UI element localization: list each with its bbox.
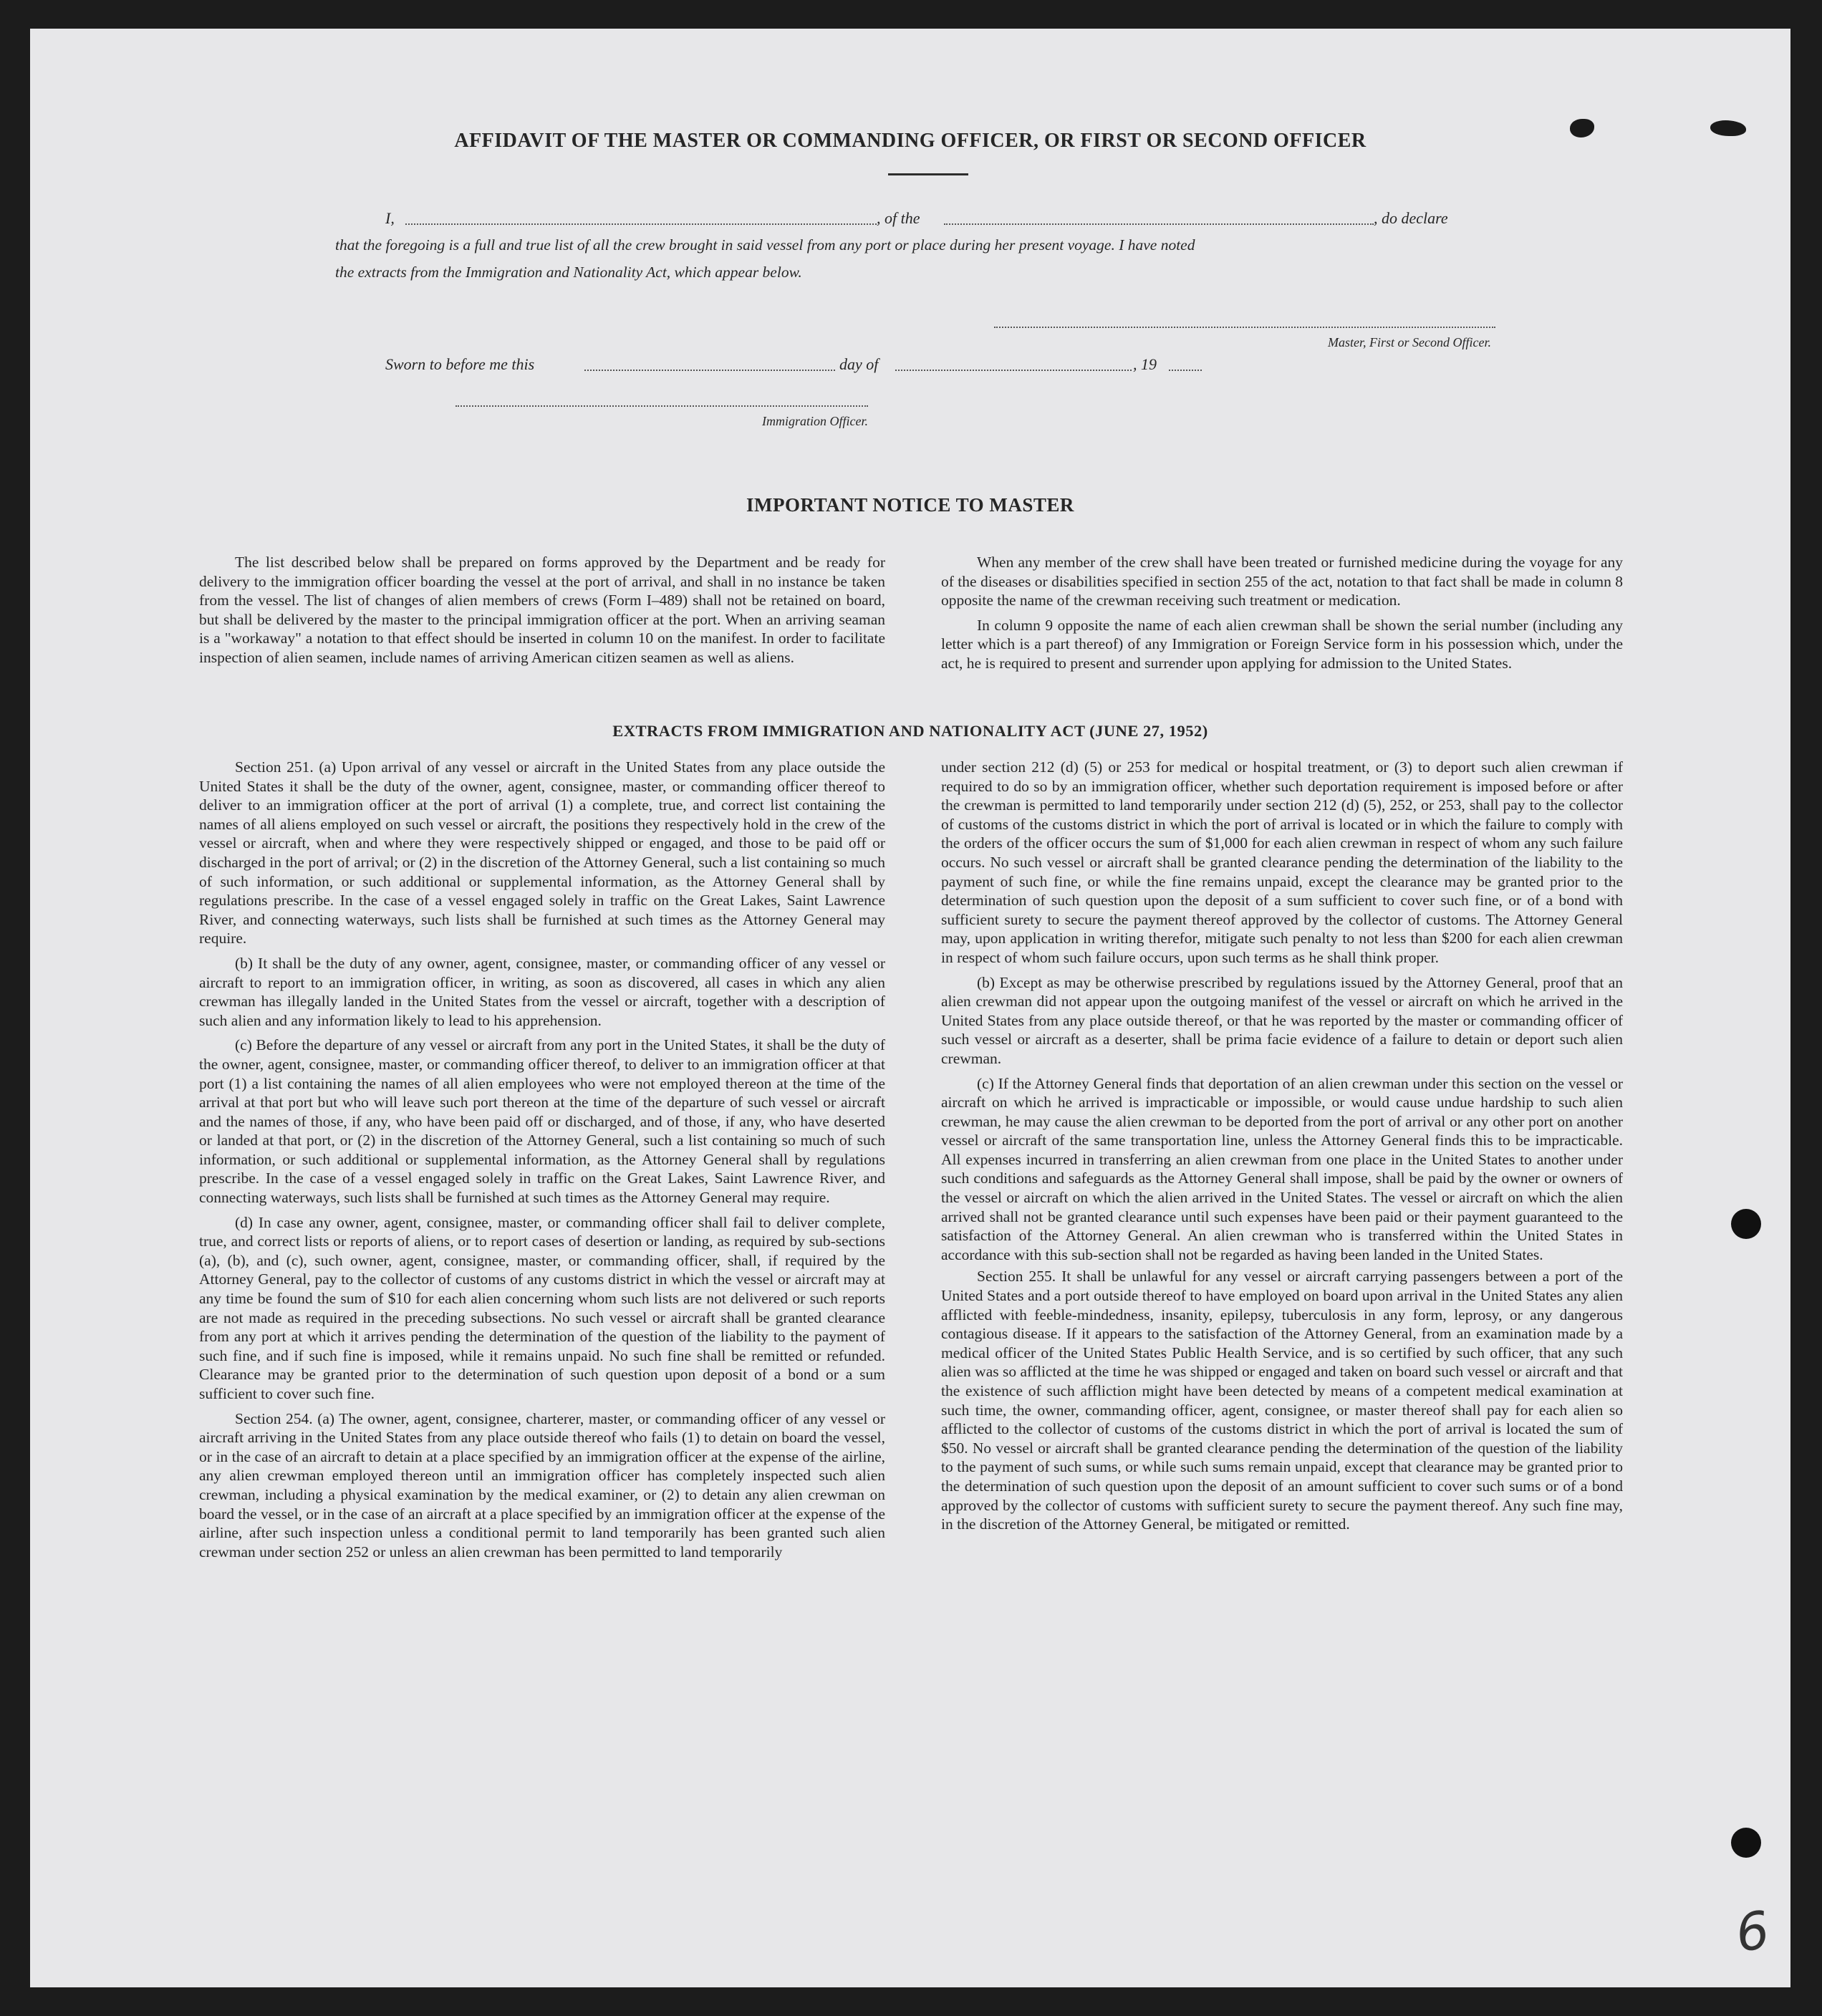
declaration-text: that the foregoing is a full and true list of all the crew brought in said vessel from any port or place during her present voyage. I have noted xyxy=(335,236,1195,254)
master-signature-caption: Master, First or Second Officer. xyxy=(1328,335,1491,349)
extracts-left-column xyxy=(199,758,885,1561)
section-254a: Section 254. (a) The owner, agent, consignee, charterer, master, or commanding officer of any vessel or aircraft arriving in the United States from any place outside thereof who fails (1) to detain on board the vessel, or in the case of an aircraft to detain at a place specified by an immigration officer at the expense of the airline, any alien crewman employed thereon until an immigration officer has completely inspected such alien crewman, including a physical examination by the medical examiner, or (2) to detain any alien crewman on board the vessel, or in the case of an aircraft at a place specified by an immigration officer at the expense of the airline, after such inspection unless a conditional permit to land temporarily has been granted such alien crewman under section 252 or unless an alien crewman has been permitted to land temporarily xyxy=(199,1409,885,1561)
of-the-label: , of the xyxy=(877,209,920,227)
sworn-day-field[interactable] xyxy=(584,370,835,371)
ink-blot xyxy=(1710,120,1746,136)
notice-paragraph: The list described below shall be prepared on forms approved by the Department and be ready for delivery to the immigration officer boarding the vessel at the port of arrival, and shall in no instance be taken from the vessel. The list of changes of alien members of crews (Form I–489) shall not be retained on board, but shall be delivered by the master to the principal immigration officer at the port. When an arriving seaman is a "workaway" a notation to that effect should be inserted in column 10 on the manifest. In order to facilitate inspection of alien seamen, include names of arriving American citizen seamen as well as aliens. xyxy=(199,554,885,666)
section-251d: (d) In case any owner, agent, consignee, master, or commanding officer shall fail to deliver complete, true, and correct lists or reports of aliens, or to report cases of desertion or landing, as required by sub-sections (a), (b), and (c), such owner, agent, consignee, master, or commanding officer, shall, if required by the Attorney General, pay to the collector of customs of any customs district in which the vessel or aircraft may at any time be found the sum of $10 for each alien concerning whom such lists are not delivered or such reports are not made as required in the preceding subsections. No such vessel or aircraft shall be granted clearance from any port at which it arrives pending the determination of the question of the liability to the payment of such fine, and if such fine is imposed, while it remains unpaid. No such fine shall be remitted or refunded. Clearance may be granted prior to the determination of such question upon deposit of a bond or a sum sufficient to cover such fine. xyxy=(199,1213,885,1402)
document-page xyxy=(30,29,1790,1987)
officer-signature-caption: Immigration Officer. xyxy=(762,414,868,428)
notice-paragraph: In column 9 opposite the name of each alien crewman shall be shown the serial number (including any letter which is a part thereof) of any Immigration or Foreign Service form in his possession which, under the act, he is required to present and surrender upon applying for admission to the United States. xyxy=(941,616,1623,672)
punch-hole xyxy=(1731,1828,1761,1858)
punch-hole xyxy=(1731,1209,1761,1239)
handwritten-page-number: 6 xyxy=(1732,1899,1773,1964)
notice-left-column xyxy=(199,553,885,667)
section-251a: Section 251. (a) Upon arrival of any vessel or aircraft in the United States from any place outside the United States it shall be the duty of the owner, agent, consignee, master, or commanding officer thereof to deliver to an immigration officer at the port of arrival (1) a complete, true, and correct list containing the names of all aliens employed on such vessel or aircraft, the positions they respectively hold in the crew of the vessel or aircraft, when and where they were respectively shipped or engaged, and those to be paid off or discharged in the port of arrival; or (2) in the discretion of the Attorney General, such a list containing so much of such information, or such additional or supplemental information, as the Attorney General shall by regulations prescribe. In the case of a vessel engaged solely in traffic on the Great Lakes, Saint Lawrence River, and connecting waterways, such lists shall be furnished at such times as the Attorney General may require. xyxy=(199,758,885,947)
notice-title: IMPORTANT NOTICE TO MASTER xyxy=(746,494,1074,516)
title-rule xyxy=(888,173,968,175)
extracts-right-column xyxy=(941,758,1623,1534)
declaration-text-2: the extracts from the Immigration and Nationality Act, which appear below. xyxy=(335,264,802,281)
section-254a-cont: under section 212 (d) (5) or 253 for medical or hospital treatment, or (3) to deport such alien crewman if required to do so by an immigration officer, whether such deportation requirement is imposed before or after the crewman is permitted to land temporarily under section 212 (d) (5), 252, or 253, shall pay to the collector of customs of the customs district in which the port of arrival is located or in which the failure to comply with the orders of the officer occurs the sum of $1,000 for each alien crewman in respect of whom any such failure occurs. No such vessel or aircraft shall be granted clearance pending the determination of the liability to the payment of such fine, or while the fine remains unpaid, except the clearance may be granted prior to the determination of such question upon the deposit of a sum sufficient to cover such fine, or of a bond with sufficient surety to secure the payment thereof approved by the collector of customs. The Attorney General may, upon application in writing therefor, mitigate such penalty to not less than $200 for each alien crewman in respect of whom such failure occurs, upon such terms as he shall think proper. xyxy=(941,758,1623,966)
officer-signature-line[interactable] xyxy=(456,405,868,407)
declarant-name-field[interactable] xyxy=(405,223,877,225)
notice-right-column xyxy=(941,553,1623,673)
section-254c: (c) If the Attorney General finds that deportation of an alien crewman under this section on the vessel or aircraft on which he arrived is impracticable or impossible, or would cause undue hardship to such alien crewman, he may cause the alien crewman to be deported from the port of arrival or any other port on another vessel or aircraft of the same transportation line, unless the Attorney General finds this to be impracticable. All expenses incurred in transferring an alien crewman from one place in the United States to another under such conditions and safeguards as the Attorney General shall impose, shall be paid by the owner or owners of the vessel or aircraft on which the alien arrived in the United States. The vessel or aircraft on which the alien arrived shall not be granted clearance until such expenses have been paid or their payment guaranteed to the satisfaction of the Attorney General. An alien crewman who is transferred within the United States in accordance with this sub-section shall not be regarded as having been landed in the United States. xyxy=(941,1074,1623,1263)
do-declare-label: , do declare xyxy=(1374,209,1448,227)
vessel-name-field[interactable] xyxy=(944,223,1374,225)
notice-paragraph: When any member of the crew shall have been treated or furnished medicine during the voyage for any of the diseases or disabilities specified in section 255 of the act, notation to that fact shall be made in column 8 opposite the name of the crewman receiving such treatment or medication. xyxy=(941,554,1623,609)
sworn-year-field[interactable] xyxy=(1169,370,1202,371)
year-prefix-label: , 19 xyxy=(1133,355,1157,373)
section-251c: (c) Before the departure of any vessel or aircraft from any port in the United States, it shall be the duty of the owner, agent, consignee, master, or commanding officer thereof, to deliver to an immigration officer at that port (1) a list containing the names of all alien employees who were not employed thereon at the time of the arrival at that port but who will leave such port thereon at the time of the departure of such vessel or aircraft and the names of those, if any, who have been paid off or discharged, and of those, if any, who have deserted or landed at that port, or (2) in the discretion of the Attorney General, such a list containing so much of such information, or such additional or supplemental information, as the Attorney General shall by regulations prescribe. In the case of a vessel engaged solely in traffic on the Great Lakes, Saint Lawrence River, and connecting waterways, such lists shall be furnished at such times as the Attorney General may require. xyxy=(199,1036,885,1207)
day-of-label: day of xyxy=(839,355,879,373)
sworn-label: Sworn to before me this xyxy=(385,355,535,373)
section-254b: (b) Except as may be otherwise prescribed by regulations issued by the Attorney General, proof that an alien crewman did not appear upon the outgoing manifest of the vessel or aircraft on which he arrived in the United States from any place outside thereof, or that he was reported by the master or commanding officer of such vessel or aircraft as a deserter, shall be prima facie evidence of a failure to detain or deport such alien crewman. xyxy=(941,973,1623,1067)
section-251b: (b) It shall be the duty of any owner, agent, consignee, master, or commanding officer of any vessel or aircraft to report to an immigration officer, in writing, as soon as discovered, all cases in which any alien crewman has illegally landed in the United States from the vessel or aircraft, together with a description of such alien and any information likely to lead to his apprehension. xyxy=(199,954,885,1029)
sworn-month-field[interactable] xyxy=(895,370,1132,371)
section-255: Section 255. It shall be unlawful for any vessel or aircraft carrying passengers between a port of the United States and a port outside thereof to have employed on board upon arrival in the United States any alien afflicted with feeble-mindedness, insanity, epilepsy, tuberculosis in any form, leprosy, or any dangerous contagious disease. If it appears to the satisfaction of the Attorney General, from an examination made by a medical officer of the United States Public Health Service, and is so certified by such officer, that any such alien was so afflicted at the time he was shipped or engaged and taken on board such vessel or aircraft and that the existence of such affliction might have been detected by means of a competent medical examination at such time, the owner, commanding officer, agent, consignee, or master thereof shall pay for each alien so afflicted to the collector of customs of the customs district in which the port of arrival is located the sum of $50. No vessel or aircraft shall be granted clearance pending the determination of the question of the liability to the payment of such sums, or while such sums remain unpaid, except that clearance may be granted prior to the determination of such question upon the deposit of an amount sufficient to cover such sums or of a bond approved by the collector of customs with sufficient surety to secure the payment thereof. Any such fine may, in the discretion of the Attorney General, be mitigated or remitted. xyxy=(941,1268,1623,1533)
extracts-title: EXTRACTS FROM IMMIGRATION AND NATIONALITY ACT (JUNE 27, 1952) xyxy=(612,722,1208,740)
master-signature-line[interactable] xyxy=(994,327,1495,328)
declarant-label: I, xyxy=(385,209,395,227)
affidavit-title: AFFIDAVIT OF THE MASTER OR COMMANDING OFFICER, OR FIRST OR SECOND OFFICER xyxy=(454,130,1366,152)
